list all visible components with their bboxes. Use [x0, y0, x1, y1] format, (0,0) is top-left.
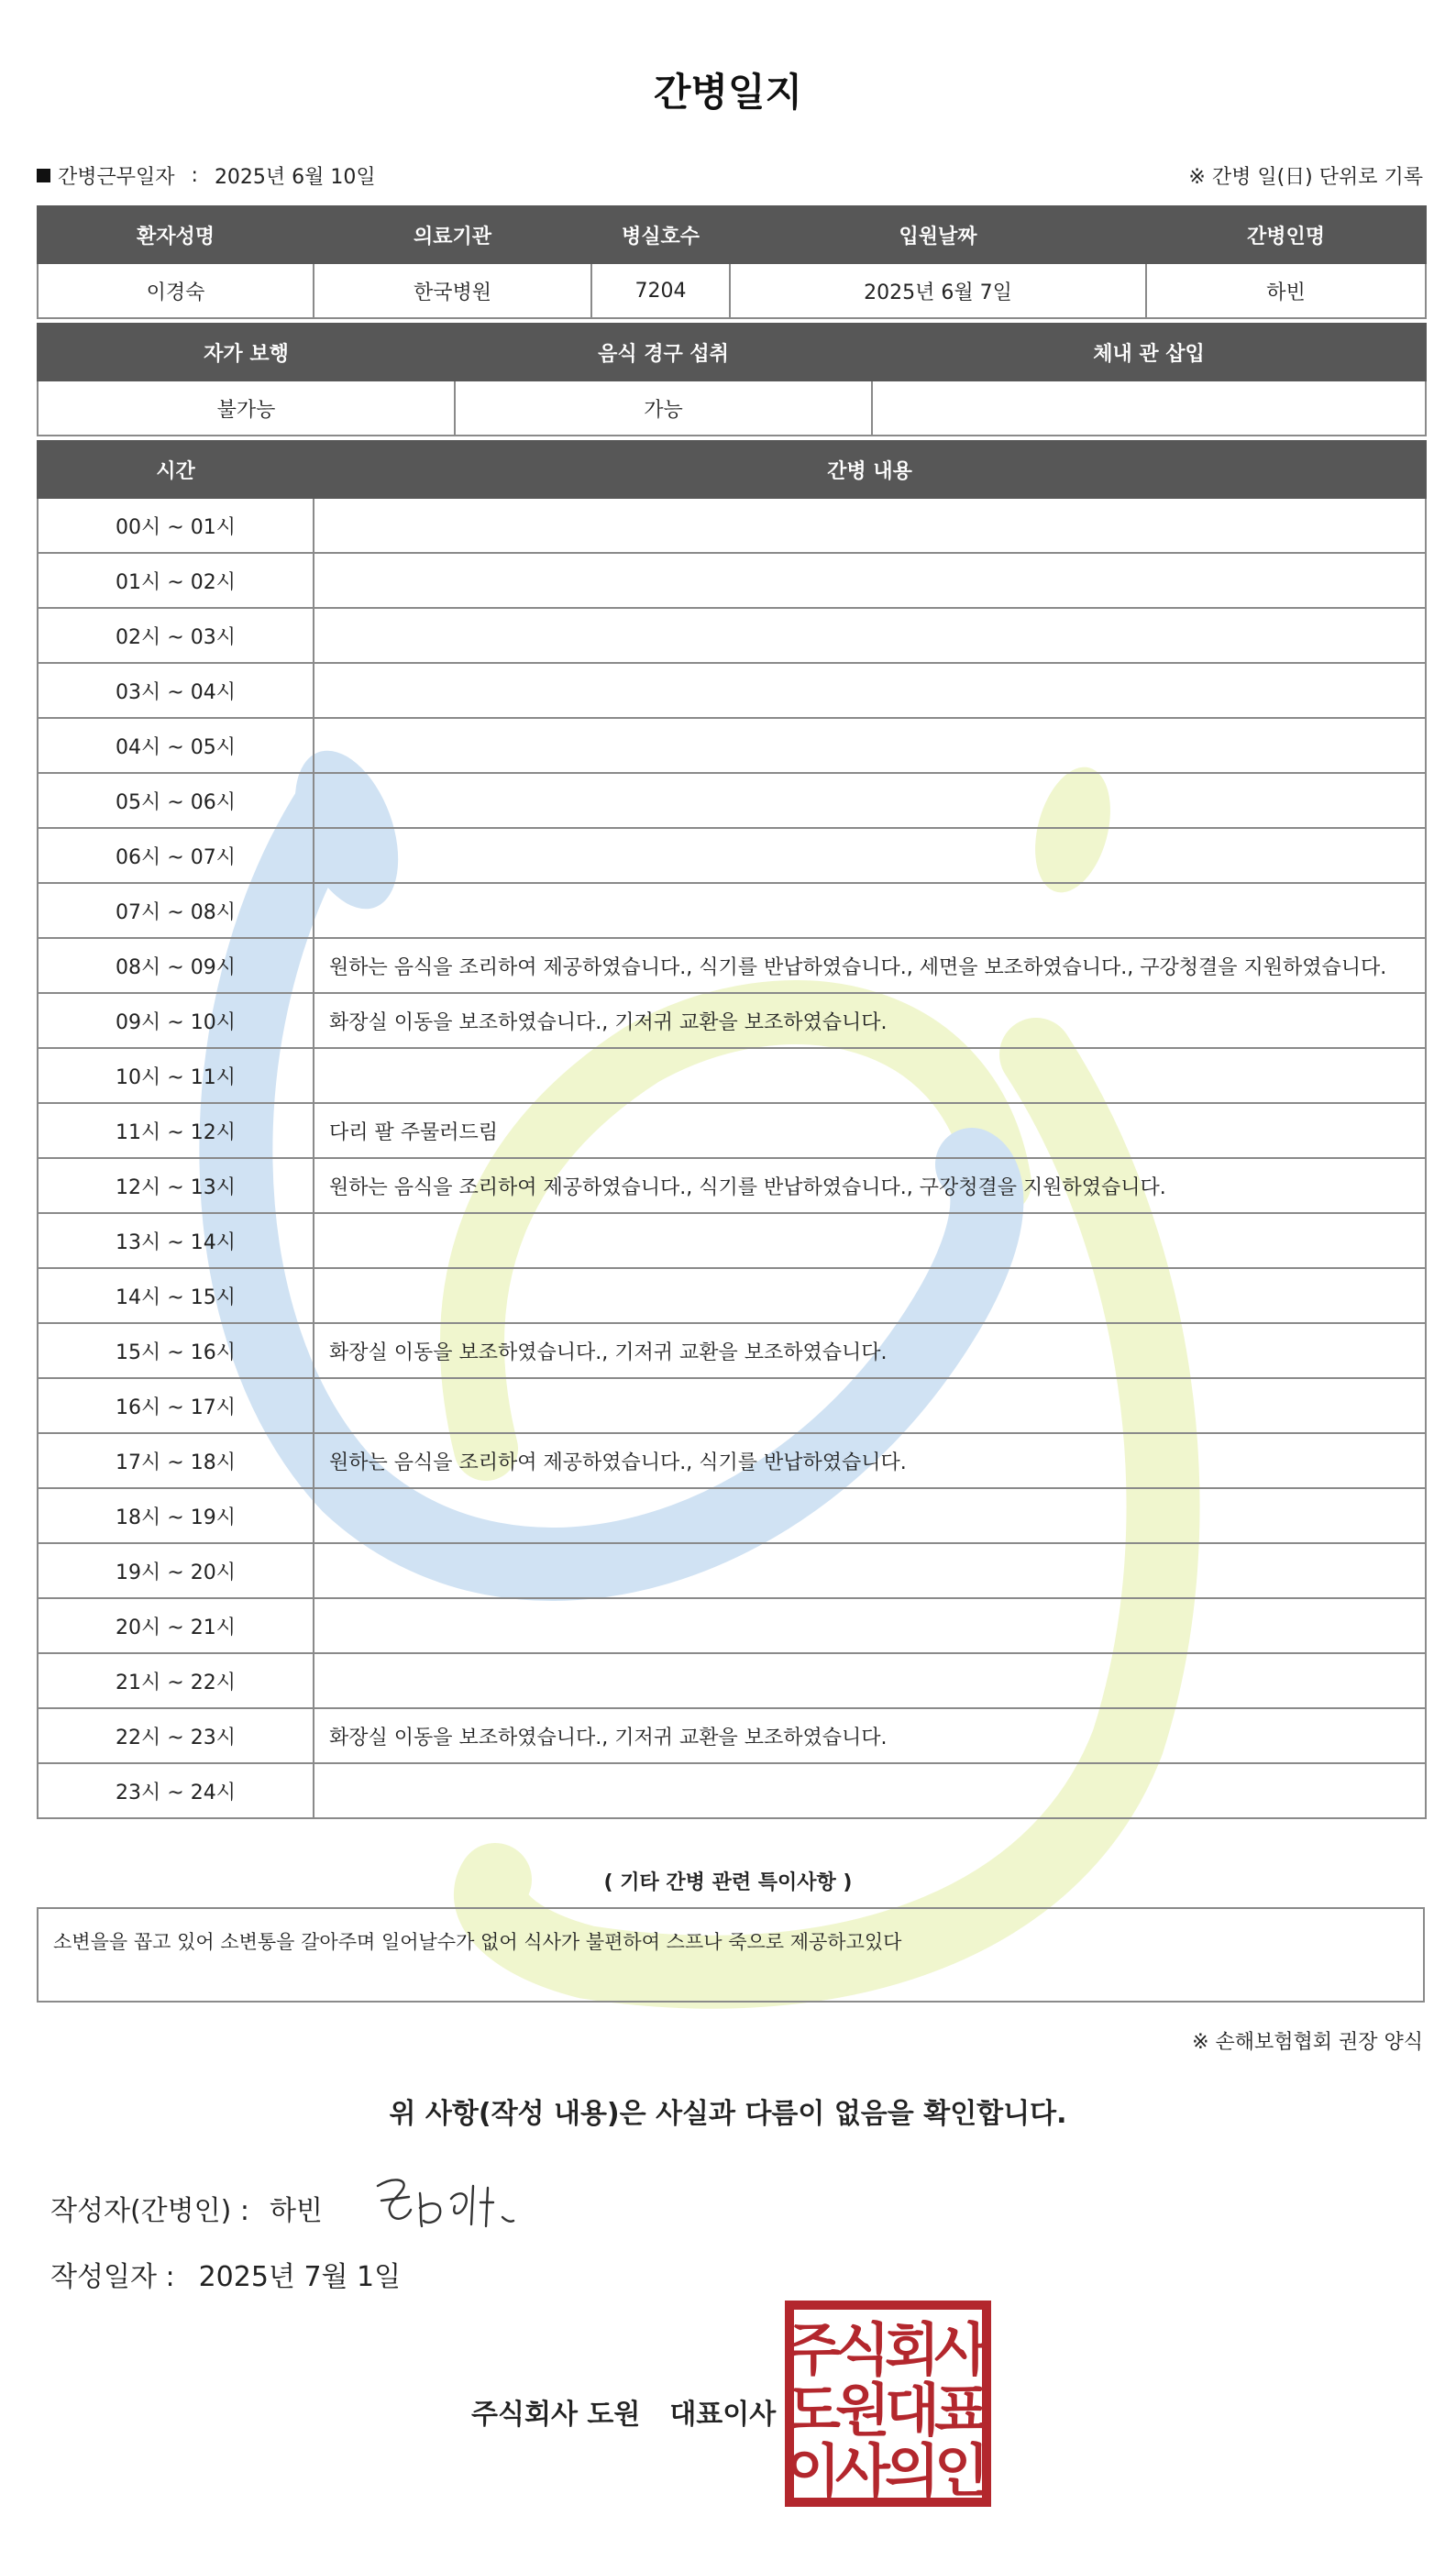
care-log-row [38, 1268, 1426, 1323]
care-log-time: 10시 ~ 11시 [38, 1048, 314, 1103]
care-log-content [314, 1653, 1426, 1708]
seal-character: 원 [835, 2377, 890, 2444]
handwritten-signature [367, 2166, 523, 2241]
care-log-content [314, 718, 1426, 773]
care-log-content [314, 773, 1426, 828]
care-log-content [314, 1543, 1426, 1598]
patient-info-header-row [38, 206, 1426, 263]
care-log-row [38, 828, 1426, 883]
company-seal-stamp [784, 2300, 992, 2508]
written-date-label: 작성일자 : [50, 2261, 175, 2293]
care-log-content [314, 883, 1426, 938]
header-patient-name: 환자성명 [38, 206, 314, 263]
document-title: 간병일지 [653, 70, 803, 115]
care-log-time: 15시 ~ 16시 [38, 1323, 314, 1378]
company-row [471, 2391, 776, 2432]
seal-character: 사 [934, 2316, 989, 2383]
care-log-time: 16시 ~ 17시 [38, 1378, 314, 1433]
care-log-time: 08시 ~ 09시 [38, 938, 314, 993]
care-log-row [38, 1543, 1426, 1598]
company-role: 대표이사 [669, 2399, 777, 2431]
care-log-time: 06시 ~ 07시 [38, 828, 314, 883]
seal-character: 인 [934, 2437, 989, 2504]
form-note: ※ 손해보험협회 권장 양식 [1192, 2031, 1423, 2054]
care-log-time: 00시 ~ 01시 [38, 498, 314, 553]
care-log-row [38, 773, 1426, 828]
care-log-content: 다리 팔 주물러드림 [314, 1103, 1426, 1158]
header-hospital: 의료기관 [314, 206, 591, 263]
care-log-time: 11시 ~ 12시 [38, 1103, 314, 1158]
care-log-time: 02시 ~ 03시 [38, 608, 314, 663]
care-log-row [38, 993, 1426, 1048]
care-log-time: 18시 ~ 19시 [38, 1488, 314, 1543]
patient-info-value-row [38, 263, 1426, 318]
seal-character: 대 [885, 2377, 940, 2444]
care-log-time: 03시 ~ 04시 [38, 663, 314, 718]
work-date-value: 2025년 6월 10일 [214, 166, 376, 189]
care-log-time: 13시 ~ 14시 [38, 1213, 314, 1268]
care-log-content [314, 608, 1426, 663]
patient-info-table [37, 205, 1427, 319]
seal-character: 주 [786, 2316, 841, 2383]
care-log-content: 화장실 이동을 보조하였습니다., 기저귀 교환을 보조하였습니다. [314, 1323, 1426, 1378]
patient-status-header-row [38, 324, 1426, 381]
care-log-time: 23시 ~ 24시 [38, 1763, 314, 1818]
hospital-value: 한국병원 [314, 263, 591, 318]
care-log-content [314, 1378, 1426, 1433]
seal-character: 의 [885, 2437, 940, 2504]
care-log-content [314, 1598, 1426, 1653]
tube-insertion-value [872, 381, 1426, 436]
care-log-content: 원하는 음식을 조리하여 제공하였습니다., 식기를 반납하였습니다., 구강청결을 지원하였습니다. [314, 1158, 1426, 1213]
company-name: 주식회사 도원 [471, 2399, 641, 2431]
care-log-content [314, 1488, 1426, 1543]
care-log-row [38, 1433, 1426, 1488]
patient-status-value-row [38, 381, 1426, 436]
work-date-row [37, 161, 376, 190]
seal-character: 회 [885, 2316, 940, 2383]
care-log-content: 원하는 음식을 조리하여 제공하였습니다., 식기를 반납하였습니다., 세면을 보조하였습니다., 구강청결을 지원하였습니다. [314, 938, 1426, 993]
header-tube-insertion: 체내 관 삽입 [872, 324, 1426, 381]
special-notes-text: 소변을을 꼽고 있어 소변통을 갈아주며 일어날수가 없어 식사가 불편하여 스프나 죽으로 제공하고있다 [53, 1931, 902, 1953]
writer-name: 하빈 [269, 2195, 323, 2227]
care-log-row [38, 1598, 1426, 1653]
written-date-row [50, 2254, 401, 2294]
patient-status-table [37, 323, 1427, 436]
care-log-table [37, 440, 1427, 1819]
care-log-content [314, 1048, 1426, 1103]
seal-character: 도 [786, 2377, 841, 2444]
care-log-row [38, 1323, 1426, 1378]
care-log-row [38, 553, 1426, 608]
care-log-content [314, 1268, 1426, 1323]
care-log-row [38, 883, 1426, 938]
writer-row [50, 2188, 323, 2228]
care-log-time: 21시 ~ 22시 [38, 1653, 314, 1708]
care-log-row [38, 1158, 1426, 1213]
care-log-row [38, 608, 1426, 663]
care-log-content [314, 663, 1426, 718]
care-log-time: 05시 ~ 06시 [38, 773, 314, 828]
care-log-content [314, 828, 1426, 883]
record-note: ※ 간병 일(日) 단위로 기록 [1188, 166, 1423, 189]
care-log-row [38, 1488, 1426, 1543]
care-log-time: 20시 ~ 21시 [38, 1598, 314, 1653]
care-log-body [38, 498, 1426, 1818]
seal-character: 사 [835, 2437, 890, 2504]
special-notes-box [37, 1907, 1425, 2003]
care-log-time: 01시 ~ 02시 [38, 553, 314, 608]
care-log-row [38, 498, 1426, 553]
bullet-square-icon [37, 169, 50, 182]
seal-character: 이 [786, 2437, 841, 2504]
caregiver-value: 하빈 [1146, 263, 1426, 318]
work-date-label: 간병근무일자 [58, 166, 175, 189]
care-log-row [38, 663, 1426, 718]
care-log-time: 09시 ~ 10시 [38, 993, 314, 1048]
header-room: 병실호수 [591, 206, 730, 263]
oral-intake-value: 가능 [455, 381, 872, 436]
care-log-row [38, 1708, 1426, 1763]
care-log-time: 14시 ~ 15시 [38, 1268, 314, 1323]
care-log-time: 04시 ~ 05시 [38, 718, 314, 773]
patient-name-value: 이경숙 [38, 263, 314, 318]
care-log-content [314, 1213, 1426, 1268]
room-value: 7204 [591, 263, 730, 318]
care-log-time: 12시 ~ 13시 [38, 1158, 314, 1213]
care-log-row [38, 1653, 1426, 1708]
care-log-content: 원하는 음식을 조리하여 제공하였습니다., 식기를 반납하였습니다. [314, 1433, 1426, 1488]
care-log-time: 07시 ~ 08시 [38, 883, 314, 938]
header-time: 시간 [38, 441, 314, 498]
care-log-row [38, 1378, 1426, 1433]
admission-date-value: 2025년 6월 7일 [730, 263, 1146, 318]
care-log-row [38, 1103, 1426, 1158]
writer-label: 작성자(간병인) : [50, 2195, 249, 2227]
header-care-content: 간병 내용 [314, 441, 1426, 498]
header-caregiver: 간병인명 [1146, 206, 1426, 263]
seal-character: 식 [835, 2316, 890, 2383]
self-walking-value: 불가능 [38, 381, 455, 436]
confirmation-statement: 위 사항(작성 내용)은 사실과 다름이 없음을 확인합니다. [389, 2098, 1067, 2130]
care-log-time: 19시 ~ 20시 [38, 1543, 314, 1598]
special-notes-title: ( 기타 간병 관련 특이사항 ) [603, 1871, 853, 1894]
care-log-content: 화장실 이동을 보조하였습니다., 기저귀 교환을 보조하였습니다. [314, 1708, 1426, 1763]
care-log-content [314, 498, 1426, 553]
seal-character: 표 [934, 2377, 989, 2444]
care-log-content [314, 1763, 1426, 1818]
care-log-row [38, 1048, 1426, 1103]
care-log-header-row [38, 441, 1426, 498]
care-log-row [38, 938, 1426, 993]
care-log-row [38, 718, 1426, 773]
header-self-walking: 자가 보행 [38, 324, 455, 381]
care-log-content [314, 553, 1426, 608]
care-log-time: 17시 ~ 18시 [38, 1433, 314, 1488]
work-date-colon: : [191, 164, 198, 187]
care-log-row [38, 1763, 1426, 1818]
care-log-content: 화장실 이동을 보조하였습니다., 기저귀 교환을 보조하였습니다. [314, 993, 1426, 1048]
care-log-row [38, 1213, 1426, 1268]
header-oral-intake: 음식 경구 섭취 [455, 324, 872, 381]
written-date-value: 2025년 7월 1일 [198, 2261, 402, 2293]
care-log-time: 22시 ~ 23시 [38, 1708, 314, 1763]
header-admission-date: 입원날짜 [730, 206, 1146, 263]
